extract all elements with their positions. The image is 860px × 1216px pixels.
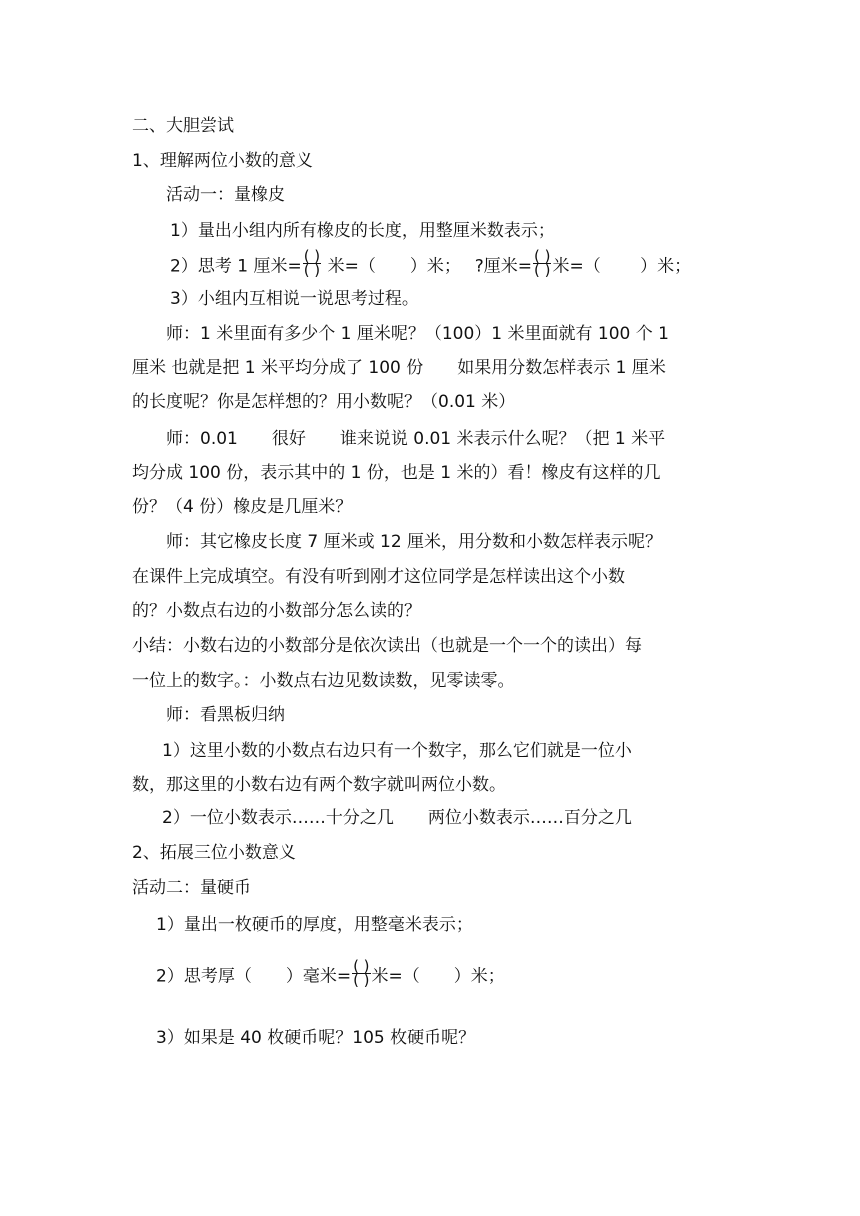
activity-one-title: 活动一：量橡皮 — [166, 185, 285, 205]
activity-two-step-3: 3）如果是 40 枚硬币呢？105 枚硬币呢？ — [156, 1028, 476, 1048]
activity-one-step-1: 1）量出小组内所有橡皮的长度，用整厘米数表示； — [170, 221, 555, 241]
teacher-paragraph-1-line-1: 师：1 米里面有多少个 1 厘米呢？（100）1 米里面就有 100 个 1 — [166, 324, 669, 344]
teacher-paragraph-3-line-3: 的？小数点右边的小数部分怎么读的？ — [132, 601, 421, 621]
fraction-numerator: ( ) — [303, 247, 321, 265]
activity-two-step-1: 1）量出一枚硬币的厚度，用整毫米表示； — [156, 915, 473, 935]
fraction-denominator: ( ) — [534, 261, 551, 279]
subsection-title-three-digit-decimals: 2、拓展三位小数意义 — [132, 843, 296, 863]
teacher-paragraph-3-line-1: 师：其它橡皮长度 7 厘米或 12 厘米，用分数和小数怎样表示呢？ — [166, 532, 663, 552]
activity-one-step-2 — [170, 247, 692, 279]
point-2: 2）一位小数表示……十分之几 两位小数表示……百分之几 — [162, 808, 632, 828]
fraction-blank — [352, 957, 370, 989]
fraction-numerator: ( ) — [534, 247, 551, 265]
step-2-text-b: 米=（ ）米； ?厘米= — [322, 256, 532, 277]
fraction-numerator: ( ) — [353, 957, 370, 975]
activity-one-step-3: 3）小组内互相说一说思考过程。 — [170, 289, 419, 309]
fraction-blank — [303, 247, 321, 279]
fraction-blank — [533, 247, 551, 279]
teacher-blackboard-summary: 师：看黑板归纳 — [166, 705, 285, 725]
teacher-paragraph-2-line-3: 份？（4 份）橡皮是几厘米？ — [132, 497, 353, 517]
fraction-denominator: ( ) — [303, 261, 321, 279]
summary-line-1: 小结：小数右边的小数部分是依次读出（也就是一个一个的读出）每 — [132, 636, 642, 656]
activity-two-step-2 — [156, 957, 505, 989]
fraction-denominator: ( ) — [353, 971, 370, 989]
activity-two-title: 活动二：量硬币 — [132, 878, 251, 898]
teacher-paragraph-2-line-1: 师：0.01 很好 谁来说说 0.01 米表示什么呢？（把 1 米平 — [166, 429, 666, 449]
teacher-paragraph-3-line-2: 在课件上完成填空。有没有听到刚才这位同学是怎样读出这个小数 — [132, 567, 625, 587]
point-1-line-2: 数，那这里的小数右边有两个数字就叫两位小数。 — [132, 775, 506, 795]
step-2-text-c: 米=（ ）米； — [552, 256, 692, 277]
subsection-title-two-digit-decimals: 1、理解两位小数的意义 — [132, 151, 313, 171]
step-2-text-b: 米=（ ）米； — [371, 966, 505, 987]
step-2-text-a: 2）思考 1 厘米= — [170, 256, 302, 277]
teacher-paragraph-1-line-2: 厘米 也就是把 1 米平均分成了 100 份 如果用分数怎样表示 1 厘米 — [132, 358, 666, 378]
section-heading: 二、大胆尝试 — [132, 116, 234, 136]
teacher-paragraph-1-line-3: 的长度呢？你是怎样想的？用小数呢？（0.01 米） — [132, 392, 516, 412]
point-1-line-1: 1）这里小数的小数点右边只有一个数字，那么它们就是一位小 — [162, 741, 632, 761]
step-2-text-a: 2）思考厚（ ）毫米= — [156, 966, 352, 987]
teacher-paragraph-2-line-2: 均分成 100 份，表示其中的 1 份，也是 1 米的）看！橡皮有这样的几 — [132, 463, 661, 483]
summary-line-2: 一位上的数字。：小数点右边见数读数，见零读零。 — [132, 671, 515, 691]
